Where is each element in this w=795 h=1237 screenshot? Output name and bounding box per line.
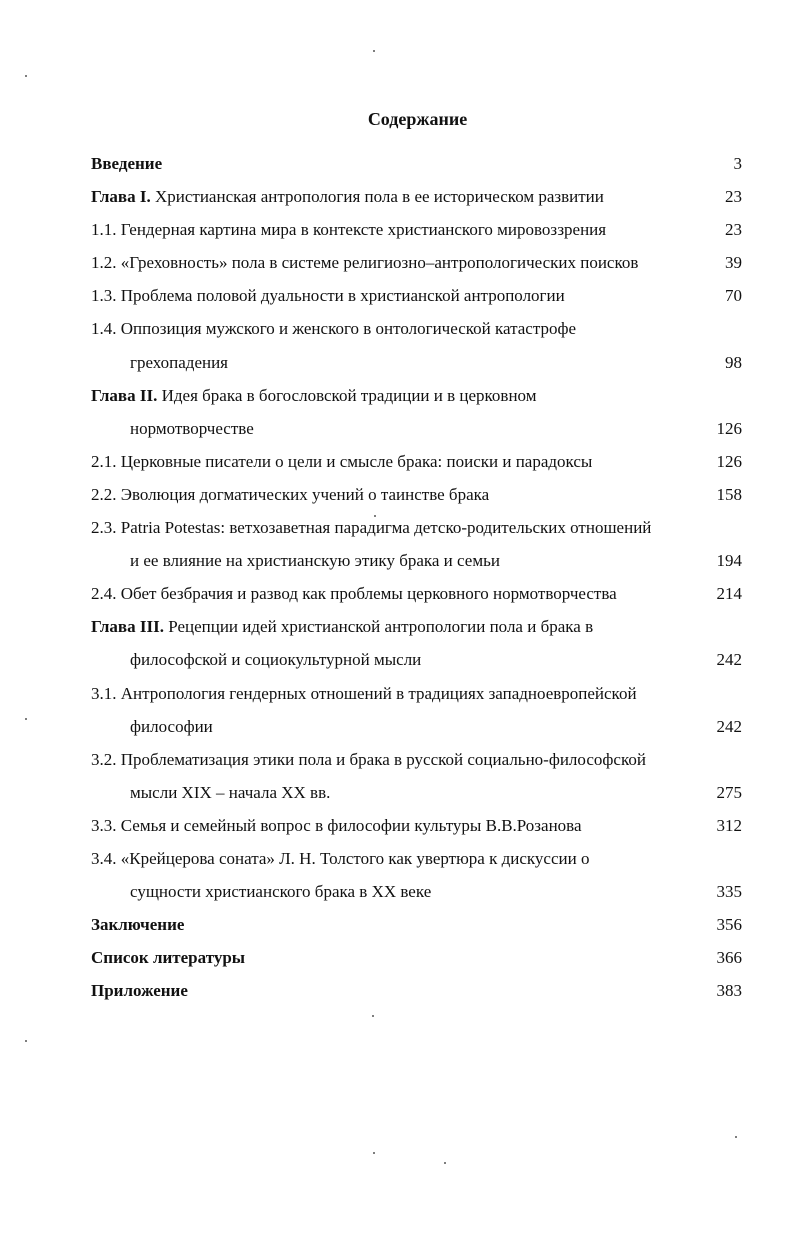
- toc-text: 2.3. Patria Potestas: ветхозаветная парадигма детско-родительских отношений: [91, 518, 652, 538]
- toc-text: 3.4. «Крейцерова соната» Л. Н. Толстого как увертюра к дискуссии о: [91, 848, 590, 868]
- toc-page-number: 23: [725, 220, 742, 240]
- scan-speck: [25, 1040, 27, 1042]
- toc-text: философской и социокультурной мысли: [130, 650, 422, 670]
- toc-text: 3.1. Антропология гендерных отношений в традициях западноевропейской: [91, 683, 637, 703]
- scan-speck: [373, 50, 375, 52]
- toc-entry-chapter-1: [91, 185, 742, 218]
- toc-text: грехопадения: [130, 352, 228, 372]
- toc-label: Глава II.: [91, 385, 158, 405]
- scan-speck: [444, 1162, 446, 1164]
- toc-label: Заключение: [91, 915, 185, 935]
- toc-entry-appendix: [91, 979, 742, 1012]
- scan-speck: [25, 75, 27, 77]
- toc-text: нормотворчестве: [130, 418, 254, 438]
- toc-page-number: 312: [716, 815, 742, 835]
- toc-label: Список литературы: [91, 948, 246, 968]
- scan-speck: [735, 1136, 737, 1138]
- toc-entry-3-1: [91, 682, 742, 715]
- toc-text: Христианская антропология пола в ее историческом развитии: [150, 187, 604, 207]
- toc-text: 3.2. Проблематизация этики пола и брака в русской социально-философской: [91, 749, 646, 769]
- toc-entry-chapter-2: [91, 384, 742, 417]
- toc-entry-2-3-continued: [91, 549, 742, 582]
- toc-text: сущности христианского брака в XX веке: [130, 882, 432, 902]
- toc-entry-1-4: [91, 317, 742, 350]
- toc-entry-2-2: [91, 483, 742, 516]
- toc-page-number: 242: [716, 716, 742, 736]
- table-of-contents: [91, 152, 742, 1012]
- toc-entry-3-2-continued: [91, 781, 742, 814]
- toc-page-number: 98: [725, 352, 742, 372]
- toc-entry-conclusion: [91, 913, 742, 946]
- toc-page-number: 126: [716, 451, 742, 471]
- toc-entry-2-4: [91, 582, 742, 615]
- toc-page-number: 366: [716, 948, 742, 968]
- toc-page-number: 335: [716, 882, 742, 902]
- toc-page-number: 126: [716, 418, 742, 438]
- toc-label: Приложение: [91, 981, 188, 1001]
- toc-text: мысли XIX – начала XX вв.: [130, 782, 331, 802]
- toc-text: 1.3. Проблема половой дуальности в христианской антропологии: [91, 286, 565, 306]
- toc-page-number: 383: [716, 981, 742, 1001]
- toc-page-number: 242: [716, 650, 742, 670]
- toc-text: 2.1. Церковные писатели о цели и смысле брака: поиски и парадоксы: [91, 451, 593, 471]
- scan-speck: [25, 718, 27, 720]
- toc-entry-1-3: [91, 284, 742, 317]
- toc-label: Глава III.: [91, 617, 164, 637]
- toc-text: 1.4. Оппозиция мужского и женского в онтологической катастрофе: [91, 319, 577, 339]
- toc-entry-1-1: [91, 218, 742, 251]
- toc-entry-2-3: [91, 516, 742, 549]
- toc-entry-bibliography: [91, 946, 742, 979]
- page-title: Содержание: [367, 109, 468, 129]
- toc-text: философии: [130, 716, 213, 736]
- toc-page-number: 23: [725, 187, 742, 207]
- toc-entry-2-1: [91, 450, 742, 483]
- toc-page-number: 3: [733, 154, 742, 173]
- toc-page-number: 214: [716, 584, 742, 604]
- toc-text: 3.3. Семья и семейный вопрос в философии культуры В.В.Розанова: [91, 815, 582, 835]
- toc-text: 1.2. «Греховность» пола в системе религиозно–антропологических поисков: [91, 253, 639, 273]
- scan-speck: [373, 1152, 375, 1154]
- toc-page-number: 70: [725, 286, 742, 306]
- toc-text: 2.2. Эволюция догматических учений о таинстве брака: [91, 484, 490, 504]
- toc-text: Идея брака в богословской традиции и в церковном: [157, 385, 537, 405]
- toc-page-number: 194: [716, 551, 742, 571]
- toc-entry-3-4: [91, 847, 742, 880]
- toc-page-number: 356: [716, 915, 742, 935]
- toc-text: и ее влияние на христианскую этику брака и семьи: [130, 551, 500, 571]
- toc-page-number: 275: [716, 782, 742, 802]
- toc-entry-chapter-3: [91, 615, 742, 648]
- toc-page-number: 158: [716, 484, 742, 504]
- toc-entry-3-2: [91, 748, 742, 781]
- toc-label: Введение: [91, 154, 163, 173]
- toc-label: Глава I.: [91, 187, 151, 207]
- toc-entry-1-2: [91, 251, 742, 284]
- toc-entry-chapter-3-continued: [91, 648, 742, 681]
- toc-text: Рецепции идей христианской антропологии пола и брака в: [163, 617, 594, 637]
- scan-speck: [374, 515, 376, 517]
- toc-entry-3-4-continued: [91, 880, 742, 913]
- toc-entry-introduction: [91, 152, 742, 185]
- toc-entry-chapter-2-continued: [91, 417, 742, 450]
- scan-speck: [372, 1015, 374, 1017]
- toc-entry-3-3: [91, 814, 742, 847]
- toc-text: 2.4. Обет безбрачия и развод как проблемы церковного нормотворчества: [91, 584, 617, 604]
- toc-entry-1-4-continued: [91, 351, 742, 384]
- toc-entry-3-1-continued: [91, 715, 742, 748]
- toc-text: 1.1. Гендерная картина мира в контексте христианского мировоззрения: [91, 220, 607, 240]
- toc-page-number: 39: [725, 253, 742, 273]
